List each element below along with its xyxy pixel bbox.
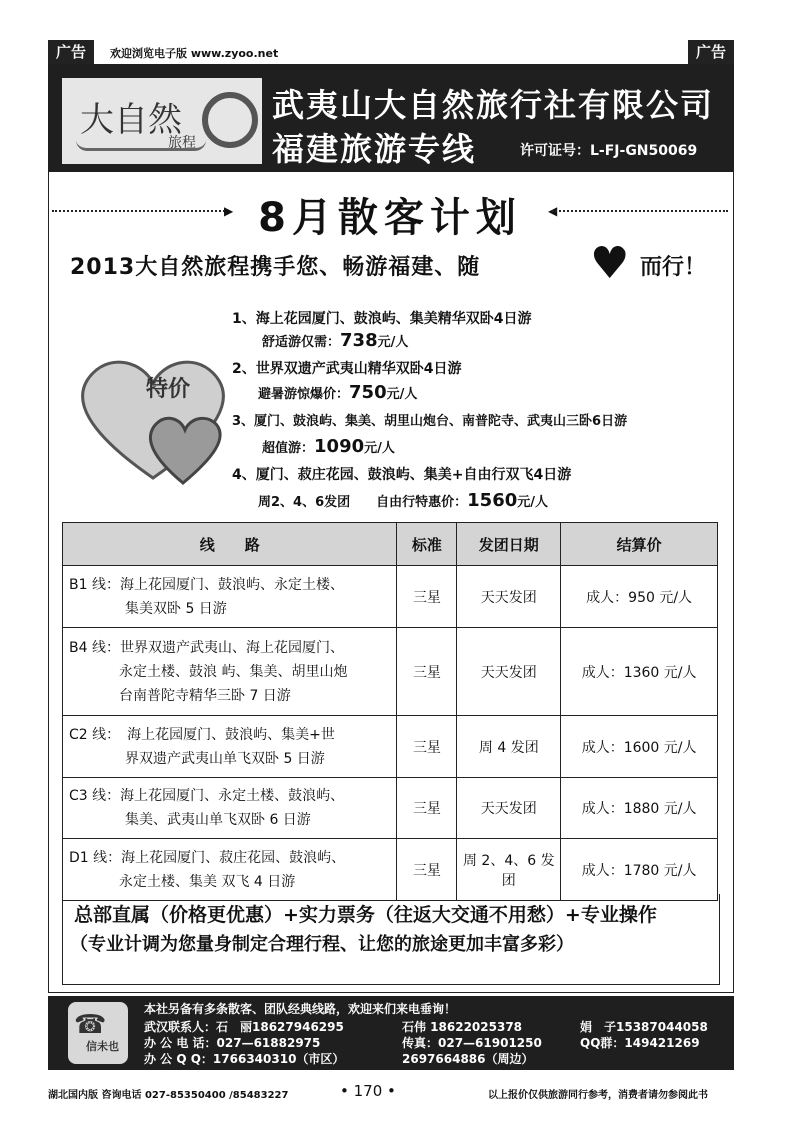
- date-cell: 天天发团: [457, 566, 561, 628]
- route-line: 永定土楼、鼓浪 屿、集美、胡里山炮: [119, 663, 348, 680]
- date-cell: 天天发团: [457, 628, 561, 716]
- promo-line-1: 总部直属（价格更优惠）+实力票务（往返大交通不用愁）+专业操作: [74, 904, 657, 926]
- contact-headline: 本社另备有多条散客、团队经典线路，欢迎来们来电垂询！: [144, 1002, 457, 1016]
- slogan: 2013大自然旅程携手您、畅游福建、随: [70, 255, 481, 280]
- ad-tag-left: 广告: [48, 40, 94, 64]
- table-row: [63, 566, 718, 628]
- standard-cell: 三星: [397, 566, 457, 628]
- price-cell: 成人：1360 元/人: [561, 628, 718, 716]
- footer-left: 湖北国内版 咨询电话 027-85350400 /85483227: [48, 1090, 289, 1101]
- route-line: B1 线：海上花园厦门、鼓浪屿、永定土楼、: [69, 576, 344, 593]
- promo-text: [62, 900, 718, 960]
- offer-3-unit: 元/人: [364, 441, 395, 456]
- offer-3-price: 1090: [314, 436, 365, 457]
- route-line: C2 线： 海上花园厦门、鼓浪屿、集美+世: [69, 726, 335, 743]
- standard-cell: 三星: [397, 716, 457, 778]
- contact-person-1: 武汉联系人：石 丽18627946295: [144, 1020, 344, 1034]
- table-header-row: [63, 523, 718, 566]
- heart-icon: ♥: [590, 238, 630, 289]
- offer-2-title: 2、世界双遗产武夷山精华双卧4日游: [232, 361, 462, 377]
- footer-right: 以上报价仅供旅游同行参考，消费者请勿参阅此书: [488, 1090, 708, 1101]
- table-row: [63, 778, 718, 839]
- promo-line-2: （专业计调为您量身制定合理行程、让您的旅途更加丰富多彩）: [70, 934, 574, 955]
- offer-1-price-line: [262, 330, 408, 351]
- offer-1-price: 738: [340, 330, 378, 351]
- route-cell: [63, 716, 397, 778]
- logo-main-text: 大自然: [80, 100, 182, 140]
- license-number: 许可证号：L-FJ-GN50069: [520, 143, 698, 159]
- arrow-left-icon: ◀: [548, 204, 558, 218]
- route-line: 台南普陀寺精华三卧 7 日游: [119, 687, 291, 704]
- offer-2-unit: 元/人: [386, 387, 418, 402]
- route-cell: [63, 839, 397, 901]
- standard-cell: 三星: [397, 628, 457, 716]
- contact-person-2: 石伟 18622025378: [402, 1020, 523, 1034]
- table-row: [63, 628, 718, 716]
- route-line: B4 线：世界双遗产武夷山、海上花园厦门、: [69, 639, 344, 656]
- offer-4-title: 4、厦门、菽庄花园、鼓浪屿、集美+自由行双飞4日游: [232, 467, 572, 483]
- standard-cell: 三星: [397, 839, 457, 901]
- col-price-header: 结算价: [561, 523, 718, 566]
- route-line: 永定土楼、集美 双飞 4 日游: [119, 873, 296, 890]
- logo-swoosh: [76, 140, 206, 151]
- page-number: • 170 •: [340, 1082, 396, 1100]
- office-qq-1: 办 公 Q Q：1766340310（市区）: [144, 1052, 345, 1066]
- plan-title: 8月散客计划: [258, 195, 522, 241]
- special-price-badge: 特价: [146, 377, 191, 402]
- price-cell: 成人：950 元/人: [561, 566, 718, 628]
- offer-3-price-line: [262, 436, 395, 457]
- route-cell: [63, 566, 397, 628]
- offer-1-unit: 元/人: [377, 335, 409, 350]
- route-line: 集美、武夷山单飞双卧 6 日游: [125, 812, 311, 828]
- divider-left: [52, 210, 228, 212]
- contact-icon-text: 信未也: [86, 1040, 119, 1053]
- offer-2-price: 750: [349, 382, 387, 403]
- arrow-right-icon: ▶: [224, 204, 234, 218]
- route-line: 集美双卧 5 日游: [125, 600, 227, 617]
- special-price-hearts: [68, 338, 238, 488]
- routes-table: [62, 522, 718, 901]
- offer-4-price-label: 周2、4、6发团 自由行特惠价：: [258, 495, 468, 510]
- price-cell: 成人：1600 元/人: [561, 716, 718, 778]
- date-cell: 周 4 发团: [457, 716, 561, 778]
- offer-4-price: 1560: [467, 490, 518, 511]
- contact-person-3: 娟 子15387044058: [580, 1020, 708, 1034]
- offer-2-price-line: [258, 382, 417, 403]
- date-cell: 周 2、4、6 发团: [457, 839, 561, 901]
- offer-1-price-label: 舒适游仅需：: [262, 335, 341, 350]
- phone-icon: ☎ 信未也: [68, 1002, 128, 1064]
- divider-right: [552, 210, 728, 212]
- price-cell: 成人：1780 元/人: [561, 839, 718, 901]
- table-row: [63, 716, 718, 778]
- route-line: C3 线：海上花园厦门、永定土楼、鼓浪屿、: [69, 788, 345, 804]
- slogan-end: 而行！: [640, 255, 707, 280]
- company-name: 武夷山大自然旅行社有限公司: [272, 86, 715, 124]
- route-cell: [63, 628, 397, 716]
- standard-cell: 三星: [397, 778, 457, 839]
- office-phone: 办 公 电 话：027—61882975: [144, 1036, 321, 1050]
- route-cell: [63, 778, 397, 839]
- offer-1-title: 1、海上花园厦门、鼓浪屿、集美精华双卧4日游: [232, 311, 532, 327]
- route-line: D1 线：海上花园厦门、菽庄花园、鼓浪屿、: [69, 849, 346, 866]
- offer-4-unit: 元/人: [517, 495, 548, 510]
- offer-3-price-label: 超值游：: [262, 441, 315, 456]
- welcome-text: 欢迎浏览电子版 www.zyoo.net: [110, 47, 279, 60]
- ad-tag-right: 广告: [688, 40, 734, 64]
- col-standard-header: 标准: [397, 523, 457, 566]
- col-date-header: 发团日期: [457, 523, 561, 566]
- table-row: [63, 839, 718, 901]
- tour-line-title: 福建旅游专线: [272, 130, 477, 168]
- date-cell: 天天发团: [457, 778, 561, 839]
- fax: 传真：027—61901250: [402, 1036, 542, 1050]
- qq-group: QQ群：149421269: [580, 1036, 700, 1050]
- route-line: 界双遗产武夷山单飞双卧 5 日游: [125, 750, 325, 767]
- logo-eye-icon: [202, 92, 258, 148]
- office-qq-2: 2697664886（周边）: [402, 1052, 534, 1066]
- offer-3-title: 3、厦门、鼓浪屿、集美、胡里山炮台、南普陀寺、武夷山三卧6日游: [232, 414, 628, 429]
- logo-sub-text: 旅程: [168, 135, 196, 151]
- offer-4-price-line: [258, 490, 548, 511]
- offer-2-price-label: 避暑游惊爆价：: [258, 387, 350, 402]
- price-cell: 成人：1880 元/人: [561, 778, 718, 839]
- col-route-header: 线 路: [63, 523, 397, 566]
